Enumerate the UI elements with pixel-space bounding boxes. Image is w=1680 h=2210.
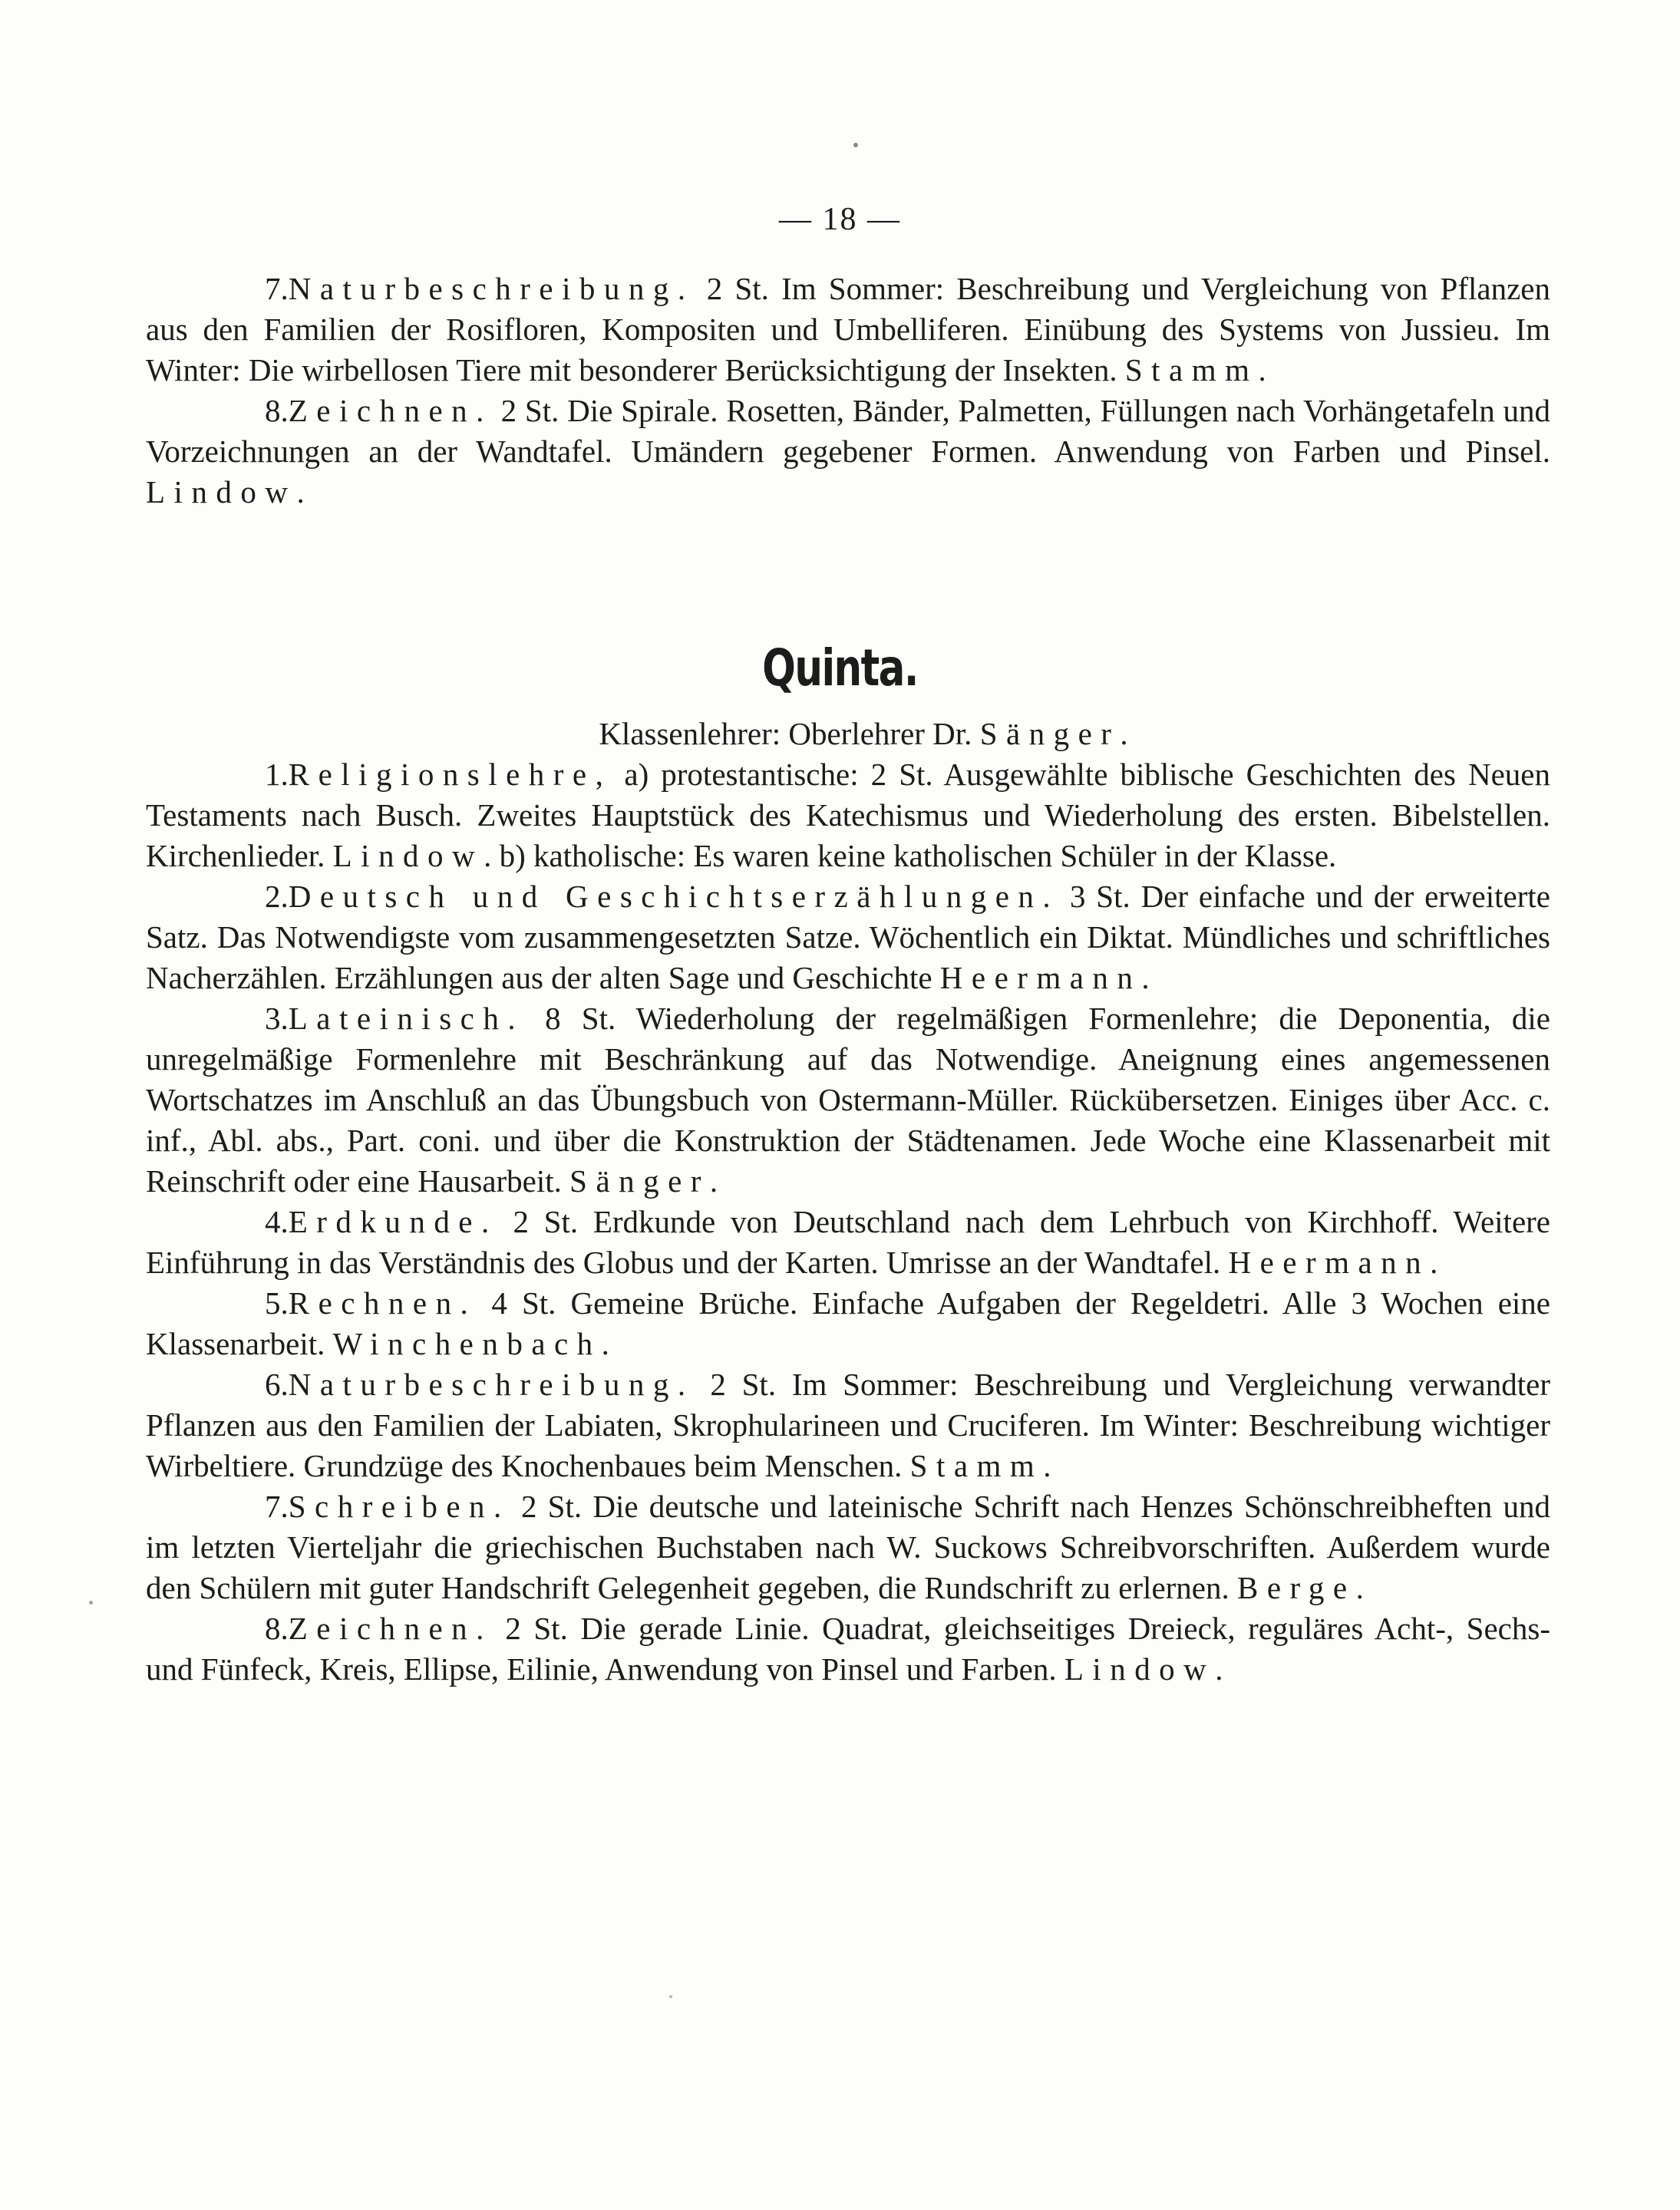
speck-mark bbox=[853, 143, 858, 147]
subject-title: Lateinisch. bbox=[288, 1001, 525, 1036]
item-number: 8. bbox=[265, 393, 289, 428]
subject-text: 2 St. Die gerade Linie. Quadrat, gleichseitiges Dreieck, reguläres Acht-, Sechs- und Fünfeck, Kreis, Ellipse, Eilinie, Anwendung von Pinsel und Farben. bbox=[146, 1611, 1550, 1687]
item-number: 7. bbox=[265, 271, 289, 306]
subject-paragraph bbox=[146, 269, 1550, 391]
subject-paragraph bbox=[146, 1364, 1550, 1486]
subject-title: Zeichnen. bbox=[288, 393, 493, 428]
class-teacher-name: Sänger bbox=[979, 716, 1121, 751]
subject-title: Rechnen. bbox=[288, 1285, 477, 1321]
quinta-section bbox=[146, 714, 1550, 1690]
subject-text: a) protestantische: 2 St. Ausgewählte biblische Geschichten des Neuen Testaments nach Busch. Zweites Hauptstück des Katechismus und Wiederholung des ersten. Bibelstellen. Kirchenlieder. bbox=[146, 757, 1550, 873]
item-number: 3. bbox=[265, 1001, 289, 1036]
item-number: 7. bbox=[265, 1489, 289, 1524]
teacher-name: Sänger bbox=[569, 1163, 710, 1199]
subject-text-after: . bbox=[1141, 960, 1150, 995]
sexta-continuation bbox=[146, 269, 1550, 513]
subject-title: Schreiben. bbox=[288, 1489, 510, 1524]
subject-text: 2 St. Im Sommer: Beschreibung und Vergleichung verwandter Pflanzen aus den Familien der Labiaten, Skrophularineen und Cruciferen. Im Winter: Beschreibung wichtiger Wirbeltiere. Grundzüge des Knochenbaues beim Menschen. bbox=[146, 1367, 1550, 1483]
subject-text: 2 St. Die Spirale. Rosetten, Bänder, Palmetten, Füllungen nach Vorhängetafeln und Vorzeichnungen an der Wandtafel. Umändern gegebener Formen. Anwendung von Farben und Pinsel. bbox=[146, 393, 1550, 469]
item-number: 1. bbox=[265, 757, 289, 792]
class-teacher-line bbox=[146, 714, 1550, 754]
subject-paragraph bbox=[146, 1202, 1550, 1283]
subject-text-after: . bbox=[1430, 1245, 1438, 1280]
subject-text-after: . bbox=[709, 1163, 718, 1199]
subject-paragraph bbox=[146, 391, 1550, 513]
section-heading-quinta: Quinta. bbox=[762, 638, 918, 698]
subject-paragraph bbox=[146, 998, 1550, 1202]
teacher-name: Stamm bbox=[1124, 352, 1259, 388]
subject-text-after: . bbox=[601, 1326, 609, 1361]
subject-title: Deutsch und Geschichtserzählungen. bbox=[288, 879, 1060, 914]
subject-text-after: . bbox=[1215, 1651, 1223, 1687]
subject-paragraph bbox=[146, 1486, 1550, 1608]
subject-text-after: . bbox=[1355, 1570, 1364, 1605]
subject-text: 2 St. Im Sommer: Beschreibung und Vergleichung von Pflanzen aus den Familien der Rosifloren, Kompositen und Umbelliferen. Einübung des Systems von Jussieu. Im Winter: Die wirbellosen Tiere mit besonderer Berücksichtigung der Insekten. bbox=[146, 271, 1550, 388]
teacher-name: Heermann bbox=[1228, 1245, 1431, 1280]
speck-mark bbox=[89, 1601, 93, 1605]
subject-text: 3 St. Der einfache und der erweiterte Satz. Das Notwendigste vom zusammengesetzten Satze. Wöchentlich ein Diktat. Mündliches und schriftliches Nacherzählen. Erzählungen aus der alten Sage und Geschichte bbox=[146, 879, 1550, 995]
subject-text: 4 St. Gemeine Brüche. Einfache Aufgaben der Regeldetri. Alle 3 Wochen eine Klassenarbeit. bbox=[146, 1285, 1550, 1361]
subject-paragraph bbox=[146, 1608, 1550, 1690]
item-number: 4. bbox=[265, 1204, 289, 1239]
subject-title: Naturbeschreibung. bbox=[288, 271, 695, 306]
teacher-name: Lindow bbox=[1064, 1651, 1216, 1687]
subject-title: Naturbeschreibung. bbox=[288, 1367, 695, 1402]
class-teacher-label: Klassenlehrer: Oberlehrer Dr. bbox=[599, 716, 980, 751]
item-number: 2. bbox=[265, 879, 289, 914]
subject-text: 2 St. Erdkunde von Deutschland nach dem Lehrbuch von Kirchhoff. Weitere Einführung in das Verständnis des Globus und der Karten. Umrisse an der Wandtafel. bbox=[146, 1204, 1550, 1280]
subject-text-after: . bbox=[1043, 1448, 1051, 1483]
subject-text-after: . bbox=[1258, 352, 1266, 388]
subject-paragraph bbox=[146, 1283, 1550, 1364]
speck-mark bbox=[669, 1995, 672, 1998]
teacher-name: Heermann bbox=[939, 960, 1142, 995]
item-number: 6. bbox=[265, 1367, 289, 1402]
subject-title: Zeichnen. bbox=[288, 1611, 493, 1646]
page-number: — 18 — bbox=[779, 202, 901, 237]
class-teacher-after: . bbox=[1120, 716, 1128, 751]
teacher-name: Lindow bbox=[146, 474, 297, 510]
subject-paragraph bbox=[146, 754, 1550, 876]
teacher-name: Lindow bbox=[332, 838, 484, 873]
subject-paragraph bbox=[146, 876, 1550, 998]
item-number: 5. bbox=[265, 1285, 289, 1321]
subject-title: Religionslehre, bbox=[288, 757, 612, 792]
teacher-name: Berge bbox=[1237, 1570, 1356, 1605]
subject-text: 2 St. Die deutsche und lateinische Schrift nach Henzes Schönschreibheften und im letzten Vierteljahr die griechischen Buchstaben nach W. Suckows Schreibvorschriften. Außerdem wurde den Schülern mit guter Handschrift Gelegenheit gegeben, die Rundschrift zu erlernen. bbox=[146, 1489, 1550, 1605]
subject-text-after: . b) katholische: Es waren keine katholischen Schüler in der Klasse. bbox=[484, 838, 1337, 873]
subject-text: 8 St. Wiederholung der regelmäßigen Formenlehre; die Deponentia, die unregelmäßige Formenlehre mit Beschränkung auf das Notwendige. Aneignung eines angemessenen Wortschatzes im Anschluß an das Übungsbuch von Ostermann-Müller. Rückübersetzen. Einiges über Acc. c. inf., Abl. abs., Part. coni. und über die Konstruktion der Städtenamen. Jede Woche eine Klassenarbeit mit Reinschrift oder eine Hausarbeit. bbox=[146, 1001, 1550, 1199]
subject-text-after: . bbox=[296, 474, 305, 510]
subject-title: Erdkunde. bbox=[288, 1204, 498, 1239]
teacher-name: Winchenbach bbox=[332, 1326, 602, 1361]
item-number: 8. bbox=[265, 1611, 289, 1646]
teacher-name: Stamm bbox=[909, 1448, 1044, 1483]
